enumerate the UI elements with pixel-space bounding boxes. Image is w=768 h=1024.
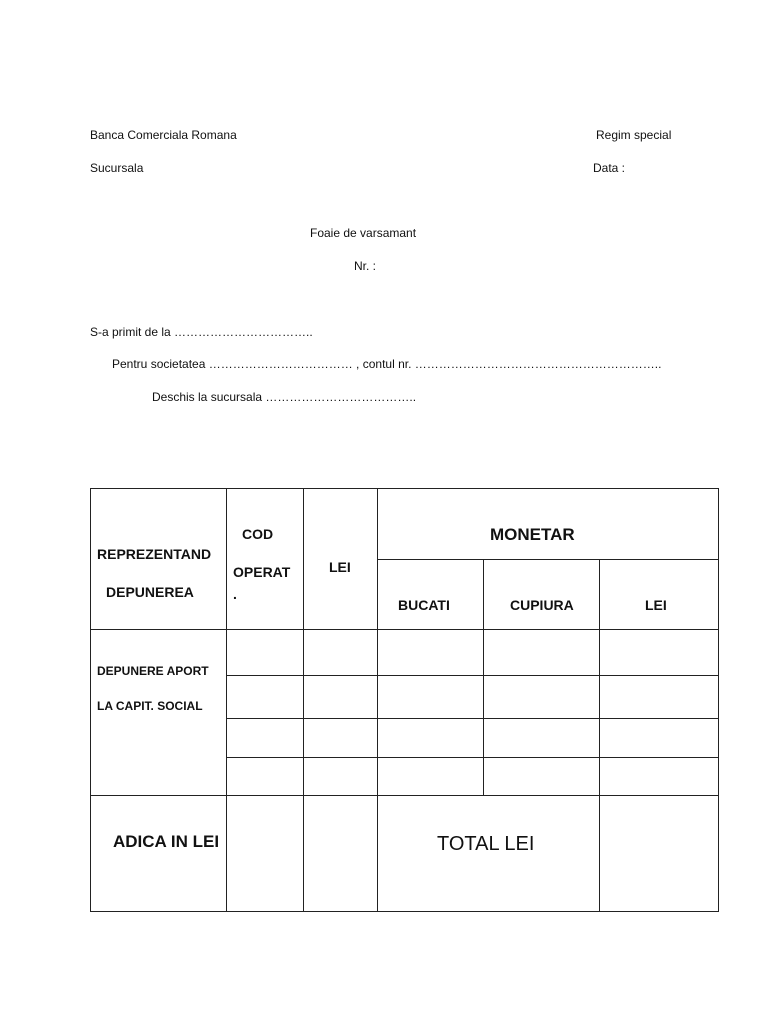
table-line xyxy=(90,629,719,630)
company-account-line: Pentru societatea ……………………………… , contul nr. …………………………………………………….. xyxy=(112,357,662,371)
table-line xyxy=(90,488,719,489)
table-line xyxy=(483,559,484,796)
header-reprezentand: REPREZENTAND xyxy=(97,546,212,562)
table-line xyxy=(377,559,719,560)
footer-total-lei: TOTAL LEI xyxy=(437,833,535,855)
header-depunerea: DEPUNEREA xyxy=(106,584,194,600)
table-line xyxy=(226,718,719,719)
row-label-line2: LA CAPIT. SOCIAL xyxy=(97,699,203,713)
branch-label: Sucursala xyxy=(90,161,144,175)
header-operat: OPERAT xyxy=(233,564,291,580)
document-number-label: Nr. : xyxy=(354,259,377,273)
header-bucati: BUCATI xyxy=(398,597,450,613)
opened-branch-line: Deschis la sucursala ……………………………….. xyxy=(152,390,417,404)
date-label: Data : xyxy=(593,161,626,175)
bank-name: Banca Comerciala Romana xyxy=(90,128,237,142)
table-line xyxy=(718,488,719,912)
table-line xyxy=(599,559,600,912)
table-line xyxy=(90,488,91,912)
table-line xyxy=(90,911,719,912)
footer-adica-in-lei: ADICA IN LEI xyxy=(113,832,220,851)
table-line xyxy=(377,488,378,912)
regime-label: Regim special xyxy=(596,128,672,142)
table-line xyxy=(303,488,304,912)
header-monetar: MONETAR xyxy=(490,525,575,544)
header-cod: COD xyxy=(242,526,274,542)
header-cupiura: CUPIURA xyxy=(510,597,574,613)
table-line xyxy=(226,675,719,676)
received-from-line: S-a primit de la …………………………….. xyxy=(90,325,313,339)
header-lei: LEI xyxy=(329,559,351,575)
document-title: Foaie de varsamant xyxy=(310,226,417,240)
header-operat-dot: . xyxy=(233,586,237,602)
row-label-line1: DEPUNERE APORT xyxy=(97,664,209,678)
table-line xyxy=(90,795,719,796)
table-line xyxy=(226,757,719,758)
table-line xyxy=(226,488,227,912)
header-monetar-lei: LEI xyxy=(645,597,667,613)
